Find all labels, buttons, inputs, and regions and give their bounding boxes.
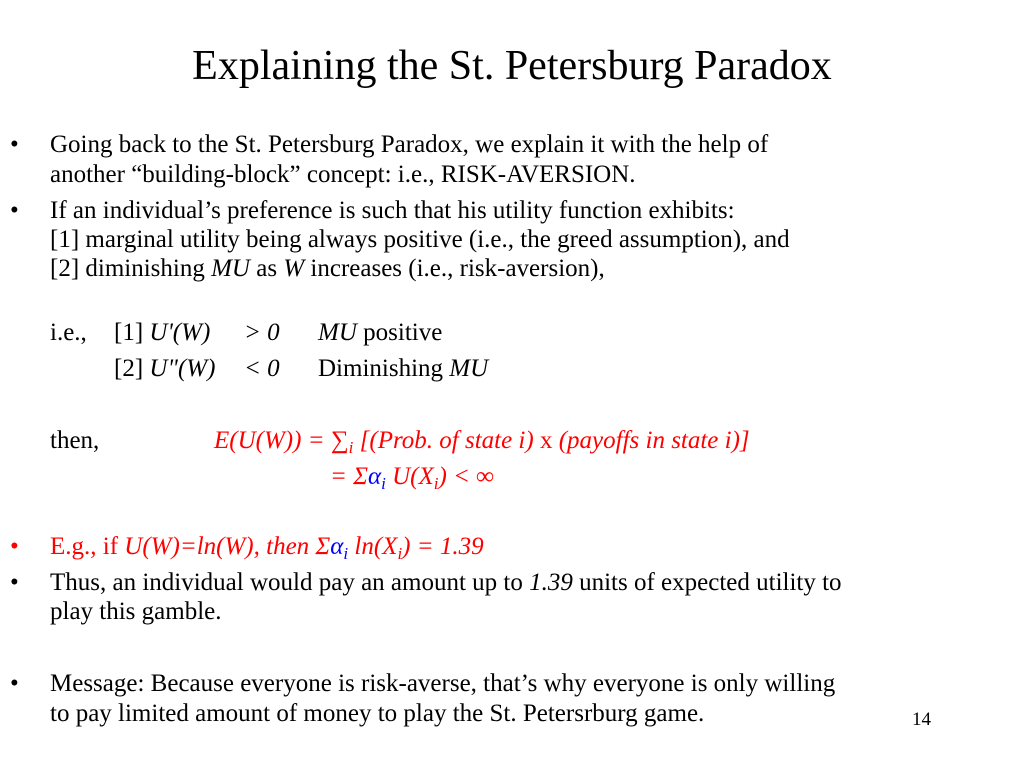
bullet-2-line-2: [1] marginal utility being always positive (i.e., the greed assumption), and (50, 226, 790, 253)
bullet-2-line-3 (50, 254, 605, 284)
bullet-3-line (50, 532, 484, 562)
b2-l3-a: [2] diminishing (50, 255, 212, 282)
eq2-x-sub: i (433, 474, 439, 493)
b4-value: 1.39 (529, 569, 573, 596)
eq2-f: ) < ∞ (438, 463, 495, 490)
b2-l3-as: as (250, 255, 284, 282)
ie-label: i.e., (50, 319, 87, 346)
b3-alpha-sub: i (343, 544, 349, 563)
c2-rel: < 0 (244, 355, 280, 382)
c1-mu: MU (318, 319, 357, 346)
bullet-4-marker: • (10, 569, 19, 596)
eq2-alpha: α (367, 463, 382, 490)
c2-num: [2] (114, 355, 150, 382)
c1-rel: > 0 (244, 319, 280, 346)
b4-a: Thus, an individual would pay an amount up to (50, 569, 530, 596)
eq1-a: E(U(W)) = ∑ (214, 427, 349, 454)
b2-l3-rest: increases (i.e., risk-aversion), (304, 255, 605, 282)
condition-1-rel (244, 318, 280, 348)
bullet-2-line-1: If an individual’s preference is such that his utility function exhibits: (50, 197, 735, 224)
c1-expr: U'(W) (149, 319, 211, 346)
bullet-5-marker: • (10, 670, 19, 697)
page-number: 14 (912, 709, 931, 730)
b3-x-sub: i (397, 544, 403, 563)
slide-title: Explaining the St. Petersburg Paradox (192, 43, 832, 89)
condition-2-expr (114, 354, 215, 384)
bullet-4-line-2: play this gamble. (50, 598, 222, 625)
eq2-alpha-sub: i (381, 474, 386, 493)
c1-desc: positive (356, 319, 443, 346)
eq1-sub: i (348, 438, 354, 457)
bullet-1-line-1: Going back to the St. Petersburg Paradox, we explain it with the help of (50, 131, 769, 158)
equation-2 (330, 462, 494, 492)
condition-1-expr (114, 318, 210, 348)
condition-2-rel (244, 354, 280, 384)
b3-b: U(W)=ln(W), then Σ (124, 533, 331, 560)
b4-c: units of expected utility to (572, 569, 842, 596)
eq2-a: = Σ (330, 463, 368, 490)
eq2-d: U(X (385, 463, 434, 490)
c2-desc: Diminishing (318, 355, 450, 382)
bullet-1-line-2: another “building-block” concept: i.e., RISK-AVERSION. (50, 161, 636, 188)
c2-expr: U"(W) (149, 355, 216, 382)
condition-1-desc (318, 318, 442, 348)
c2-mu: MU (449, 355, 489, 382)
then-label: then, (50, 427, 100, 454)
bullet-5-line-2: to pay limited amount of money to play the St. Petersrburg game. (50, 700, 705, 727)
equation-1 (214, 426, 750, 456)
c1-num: [1] (114, 319, 150, 346)
b3-e: ln(X (348, 533, 398, 560)
eq1-x: x (533, 427, 559, 454)
condition-2-desc (318, 354, 488, 384)
b2-l3-w: W (283, 255, 305, 282)
b3-alpha: α (330, 533, 344, 560)
eq1-c: [(Prob. of state i) (353, 427, 534, 454)
bullet-5-line-1: Message: Because everyone is risk-averse, that’s why everyone is only willing (50, 670, 836, 697)
bullet-2-marker: • (10, 197, 19, 224)
eq1-e: (payoffs in state i)] (558, 427, 750, 454)
b3-g: ) = 1.39 (402, 533, 484, 560)
b2-l3-mu: MU (211, 255, 250, 282)
bullet-1-marker: • (10, 131, 19, 158)
bullet-4-line-1 (50, 568, 842, 598)
b3-a: E.g., if (50, 533, 125, 560)
bullet-3-marker: • (10, 533, 19, 560)
